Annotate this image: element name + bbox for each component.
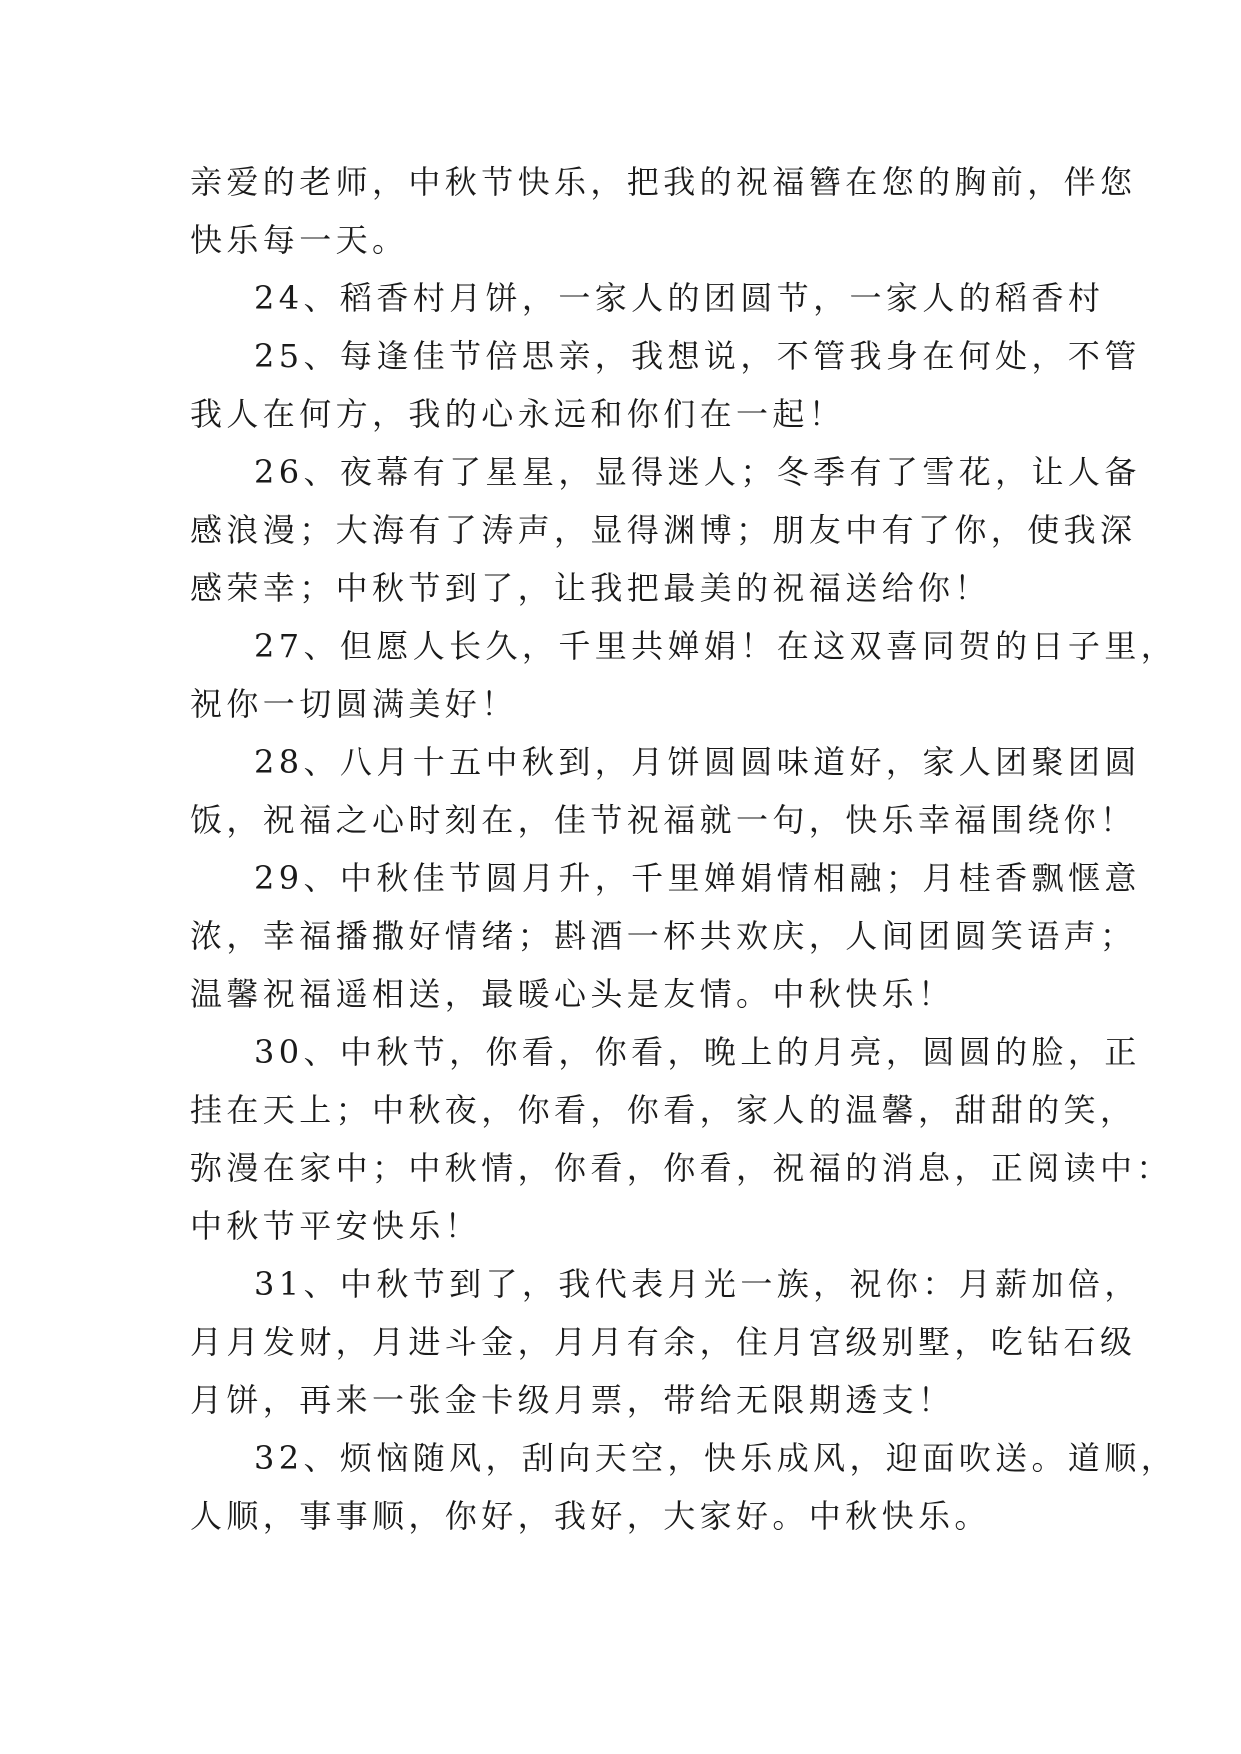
text-line: 挂在天上；中秋夜，你看，你看，家人的温馨，甜甜的笑， <box>190 1091 1137 1129</box>
text-line: 31、中秋节到了，我代表月光一族，祝你：月薪加倍， <box>254 1265 1141 1303</box>
paragraph-31 <box>190 1255 1141 1429</box>
text-line: 27、但愿人长久，千里共婵娟！在这双喜同贺的日子里， <box>254 627 1178 665</box>
text-line: 28、八月十五中秋到，月饼圆圆味道好，家人团聚团圆 <box>254 743 1141 781</box>
paragraph-27 <box>190 617 1178 733</box>
text-line: 亲爱的老师，中秋节快乐，把我的祝福簪在您的胸前，伴您 <box>190 163 1137 201</box>
text-line: 祝你一切圆满美好！ <box>190 685 518 723</box>
text-line: 弥漫在家中；中秋情，你看，你看，祝福的消息，正阅读中： <box>190 1149 1173 1187</box>
paragraph-26 <box>190 443 1141 617</box>
paragraph-continuation <box>190 153 1137 269</box>
paragraph-24 <box>190 269 1105 327</box>
paragraph-30 <box>190 1023 1173 1255</box>
document-body <box>190 153 1178 1545</box>
paragraph-32 <box>190 1429 1178 1545</box>
text-line: 浓，幸福播撒好情绪；斟酒一杯共欢庆，人间团圆笑语声； <box>190 917 1137 955</box>
text-line: 感荣幸；中秋节到了，让我把最美的祝福送给你！ <box>190 569 991 607</box>
paragraph-25 <box>190 327 1141 443</box>
text-line: 我人在何方，我的心永远和你们在一起！ <box>190 395 846 433</box>
text-line: 快乐每一天。 <box>190 221 409 259</box>
text-line: 人顺，事事顺，你好，我好，大家好。中秋快乐。 <box>190 1497 991 1535</box>
text-line: 29、中秋佳节圆月升，千里婵娟情相融；月桂香飘惬意 <box>254 859 1141 897</box>
paragraph-29 <box>190 849 1141 1023</box>
text-line: 32、烦恼随风，刮向天空，快乐成风，迎面吹送。道顺， <box>254 1439 1178 1477</box>
text-line: 26、夜幕有了星星，显得迷人；冬季有了雪花，让人备 <box>254 453 1141 491</box>
paragraph-28 <box>190 733 1141 849</box>
text-line: 饭，祝福之心时刻在，佳节祝福就一句，快乐幸福围绕你！ <box>190 801 1137 839</box>
text-line: 25、每逢佳节倍思亲，我想说，不管我身在何处，不管 <box>254 337 1141 375</box>
text-line: 温馨祝福遥相送，最暖心头是友情。中秋快乐！ <box>190 975 955 1013</box>
text-line: 30、中秋节，你看，你看，晚上的月亮，圆圆的脸，正 <box>254 1033 1141 1071</box>
text-line: 24、稻香村月饼，一家人的团圆节，一家人的稻香村 <box>254 279 1105 317</box>
text-line: 感浪漫；大海有了涛声，显得渊博；朋友中有了你，使我深 <box>190 511 1137 549</box>
text-line: 月月发财，月进斗金，月月有余，住月宫级别墅，吃钻石级 <box>190 1323 1137 1361</box>
text-line: 月饼，再来一张金卡级月票，带给无限期透支！ <box>190 1381 955 1419</box>
text-line: 中秋节平安快乐！ <box>190 1207 482 1245</box>
